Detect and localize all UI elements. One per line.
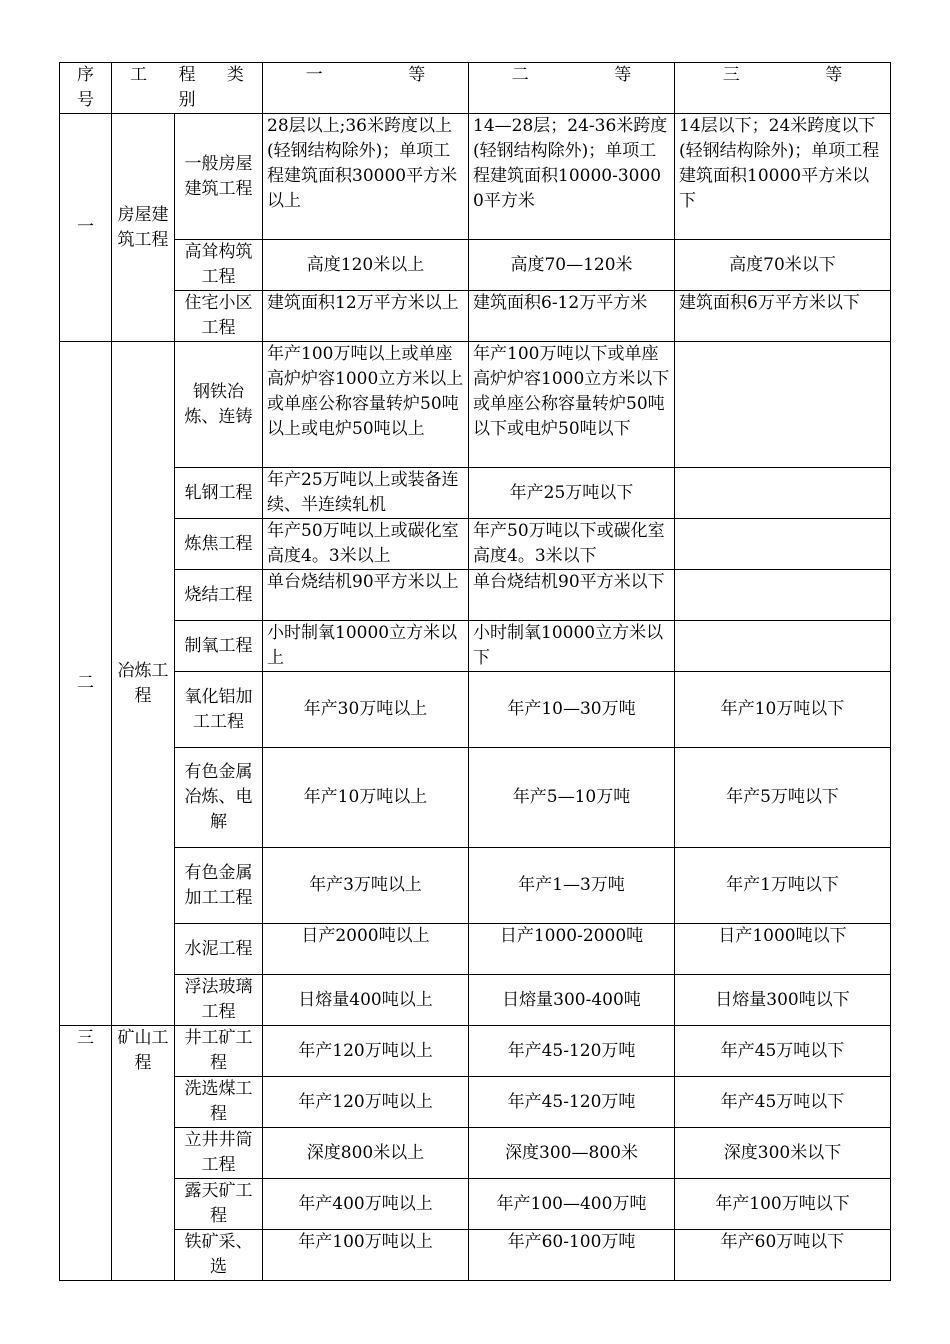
- group-category: 房屋建筑工程: [112, 114, 175, 342]
- row-grade-1: 小时制氧10000立方米以上: [263, 621, 469, 672]
- table-row: [60, 1230, 891, 1281]
- row-grade-3: 年产60万吨以下: [675, 1230, 891, 1281]
- row-grade-1: 高度120米以上: [263, 240, 469, 291]
- row-grade-1: 年产400万吨以上: [263, 1179, 469, 1230]
- table-row: [60, 1077, 891, 1128]
- row-subcategory: 井工矿工程: [175, 1026, 263, 1077]
- row-grade-3: [675, 570, 891, 621]
- row-grade-1: 日产2000吨以上: [263, 924, 469, 975]
- row-grade-2: 年产10—30万吨: [469, 672, 675, 748]
- row-grade-1: 年产30万吨以上: [263, 672, 469, 748]
- row-grade-2: 单台烧结机90平方米以下: [469, 570, 675, 621]
- table-body: [60, 114, 891, 1281]
- row-grade-1: 日熔量400吨以上: [263, 975, 469, 1026]
- group-seq: 二: [60, 342, 112, 1026]
- row-subcategory: 水泥工程: [175, 924, 263, 975]
- row-grade-3: 年产10万吨以下: [675, 672, 891, 748]
- row-subcategory: 烧结工程: [175, 570, 263, 621]
- table-row: [60, 114, 891, 240]
- row-grade-3: 年产100万吨以下: [675, 1179, 891, 1230]
- row-grade-2: 年产25万吨以下: [469, 468, 675, 519]
- row-subcategory: 浮法玻璃工程: [175, 975, 263, 1026]
- group-seq: 一: [60, 114, 112, 342]
- row-grade-2: 年产60-100万吨: [469, 1230, 675, 1281]
- row-grade-3: 14层以下；24米跨度以下(轻钢结构除外)；单项工程建筑面积10000平方米以下: [675, 114, 891, 240]
- row-grade-2: 小时制氧10000立方米以下: [469, 621, 675, 672]
- row-subcategory: 住宅小区工程: [175, 291, 263, 342]
- table-row: [60, 570, 891, 621]
- table-row: [60, 848, 891, 924]
- table-row: [60, 1026, 891, 1077]
- row-grade-1: 年产120万吨以上: [263, 1026, 469, 1077]
- row-subcategory: 露天矿工程: [175, 1179, 263, 1230]
- row-subcategory: 氧化铝加工工程: [175, 672, 263, 748]
- row-grade-2: 日熔量300-400吨: [469, 975, 675, 1026]
- row-grade-3: 日熔量300吨以下: [675, 975, 891, 1026]
- row-subcategory: 有色金属冶炼、电解: [175, 748, 263, 848]
- table-row: [60, 672, 891, 748]
- table-row: [60, 748, 891, 848]
- row-grade-3: [675, 342, 891, 468]
- row-grade-3: 年产45万吨以下: [675, 1026, 891, 1077]
- row-grade-3: 高度70米以下: [675, 240, 891, 291]
- group-category: 矿山工程: [112, 1026, 175, 1281]
- row-grade-1: 年产50万吨以上或碳化室高度4。3米以上: [263, 519, 469, 570]
- table-header-row: [60, 63, 891, 114]
- row-grade-2: 高度70—120米: [469, 240, 675, 291]
- row-grade-2: 14—28层；24-36米跨度(轻钢结构除外)；单项工程建筑面积10000-30000平方米: [469, 114, 675, 240]
- header-grade-1: 一 等: [263, 63, 469, 114]
- table-row: [60, 1179, 891, 1230]
- row-grade-2: 年产1—3万吨: [469, 848, 675, 924]
- header-category: 工 程 类 别: [112, 63, 263, 114]
- row-grade-3: 年产45万吨以下: [675, 1077, 891, 1128]
- table-row: [60, 240, 891, 291]
- row-grade-3: 建筑面积6万平方米以下: [675, 291, 891, 342]
- row-grade-1: 年产25万吨以上或装备连续、半连续轧机: [263, 468, 469, 519]
- row-grade-3: [675, 468, 891, 519]
- table-row: [60, 468, 891, 519]
- row-grade-1: 深度800米以上: [263, 1128, 469, 1179]
- engineering-grade-table: [59, 62, 891, 1281]
- row-grade-1: 建筑面积12万平方米以上: [263, 291, 469, 342]
- row-grade-1: 年产100万吨以上: [263, 1230, 469, 1281]
- row-subcategory: 制氧工程: [175, 621, 263, 672]
- table-row: [60, 975, 891, 1026]
- row-grade-3: 日产1000吨以下: [675, 924, 891, 975]
- row-grade-1: 单台烧结机90平方米以上: [263, 570, 469, 621]
- row-subcategory: 钢铁冶炼、连铸: [175, 342, 263, 468]
- row-grade-3: 年产5万吨以下: [675, 748, 891, 848]
- table-row: [60, 621, 891, 672]
- row-grade-1: 年产3万吨以上: [263, 848, 469, 924]
- row-grade-2: 年产45-120万吨: [469, 1077, 675, 1128]
- row-grade-1: 年产120万吨以上: [263, 1077, 469, 1128]
- group-category: 冶炼工程: [112, 342, 175, 1026]
- row-grade-2: 建筑面积6-12万平方米: [469, 291, 675, 342]
- row-grade-2: 深度300—800米: [469, 1128, 675, 1179]
- row-subcategory: 铁矿采、选: [175, 1230, 263, 1281]
- row-grade-2: 日产1000-2000吨: [469, 924, 675, 975]
- row-subcategory: 轧钢工程: [175, 468, 263, 519]
- row-subcategory: 洗选煤工程: [175, 1077, 263, 1128]
- table-row: [60, 519, 891, 570]
- row-grade-2: 年产100万吨以下或单座高炉炉容1000立方米以下或单座公称容量转炉50吨以下或电炉50吨以下: [469, 342, 675, 468]
- header-grade-2: 二 等: [469, 63, 675, 114]
- row-subcategory: 立井井筒工程: [175, 1128, 263, 1179]
- row-grade-3: [675, 621, 891, 672]
- row-subcategory: 炼焦工程: [175, 519, 263, 570]
- group-seq: 三: [60, 1026, 112, 1281]
- header-seq: 序 号: [60, 63, 112, 114]
- row-grade-3: 深度300米以下: [675, 1128, 891, 1179]
- row-subcategory: 一般房屋建筑工程: [175, 114, 263, 240]
- row-grade-1: 28层以上;36米跨度以上(轻钢结构除外)；单项工程建筑面积30000平方米以上: [263, 114, 469, 240]
- row-subcategory: 高耸构筑工程: [175, 240, 263, 291]
- row-grade-3: [675, 519, 891, 570]
- row-grade-2: 年产50万吨以下或碳化室高度4。3米以下: [469, 519, 675, 570]
- table-row: [60, 291, 891, 342]
- row-grade-3: 年产1万吨以下: [675, 848, 891, 924]
- row-grade-1: 年产10万吨以上: [263, 748, 469, 848]
- row-subcategory: 有色金属加工工程: [175, 848, 263, 924]
- row-grade-2: 年产5—10万吨: [469, 748, 675, 848]
- table-row: [60, 342, 891, 468]
- table-row: [60, 1128, 891, 1179]
- row-grade-2: 年产100—400万吨: [469, 1179, 675, 1230]
- row-grade-1: 年产100万吨以上或单座高炉炉容1000立方米以上或单座公称容量转炉50吨以上或电炉50吨以上: [263, 342, 469, 468]
- header-grade-3: 三 等: [675, 63, 891, 114]
- row-grade-2: 年产45-120万吨: [469, 1026, 675, 1077]
- table-row: [60, 924, 891, 975]
